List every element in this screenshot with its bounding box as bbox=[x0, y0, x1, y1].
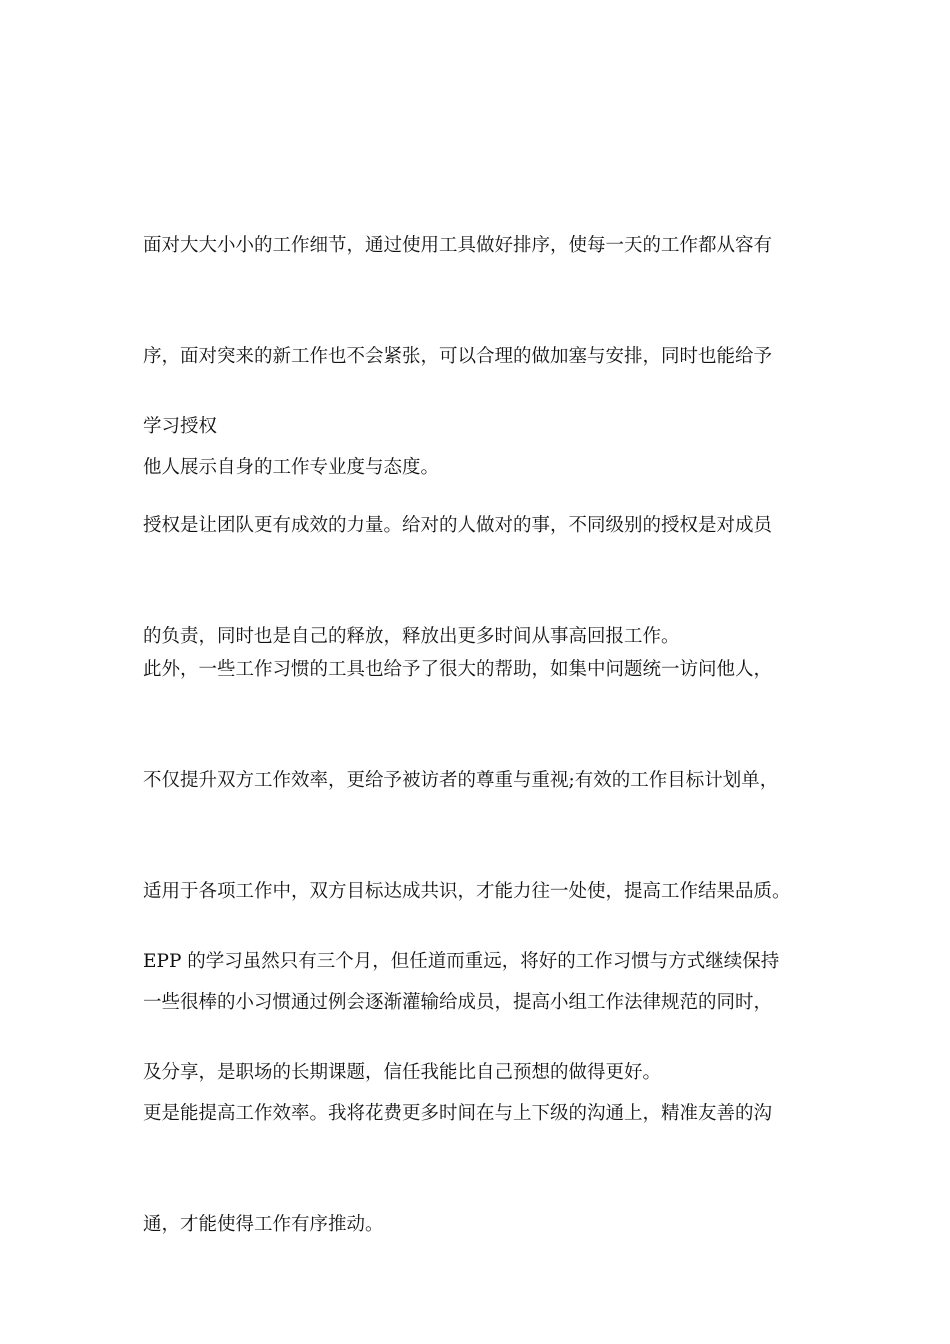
paragraph-line: 及分享，是职场的长期课题，信任我能比自己预想的做得更好。 bbox=[143, 1062, 662, 1083]
paragraph-line: 的负责，同时也是自己的释放，释放出更多时间从事高回报工作。 bbox=[143, 626, 680, 647]
paragraph-line: 不仅提升双方工作效率，更给予被访者的尊重与重视;有效的工作目标计划单， bbox=[143, 770, 779, 791]
paragraph-line: 序，面对突来的新工作也不会紧张，可以合理的做加塞与安排，同时也能给予 bbox=[143, 346, 773, 367]
paragraph-line: 更是能提高工作效率。我将花费更多时间在与上下级的沟通上，精准友善的沟 bbox=[143, 1103, 773, 1124]
paragraph-line: 适用于各项工作中，双方目标达成共识，才能力往一处使，提高工作结果品质。 bbox=[143, 881, 791, 902]
paragraph-line: 授权是让团队更有成效的力量。给对的人做对的事，不同级别的授权是对成员 bbox=[143, 515, 773, 536]
paragraph-line: 他人展示自身的工作专业度与态度。 bbox=[143, 457, 440, 478]
paragraph-line: 面对大大小小的工作细节，通过使用工具做好排序，使每一天的工作都从容有 bbox=[143, 235, 773, 256]
paragraph-line: 此外，一些工作习惯的工具也给予了很大的帮助，如集中问题统一访问他人， bbox=[143, 659, 773, 680]
paragraph-line: 通，才能使得工作有序推动。 bbox=[143, 1214, 384, 1235]
section-heading-text: 学习授权 bbox=[143, 416, 218, 437]
paragraph-epp-conclusion bbox=[143, 869, 807, 1165]
paragraph-line: 一些很棒的小习惯通过例会逐渐灌输给成员，提高小组工作法律规范的同时， bbox=[143, 992, 773, 1013]
paragraph-line: EPP 的学习虽然只有三个月，但任道而重远，将好的工作习惯与方式继续保持 bbox=[143, 951, 780, 972]
